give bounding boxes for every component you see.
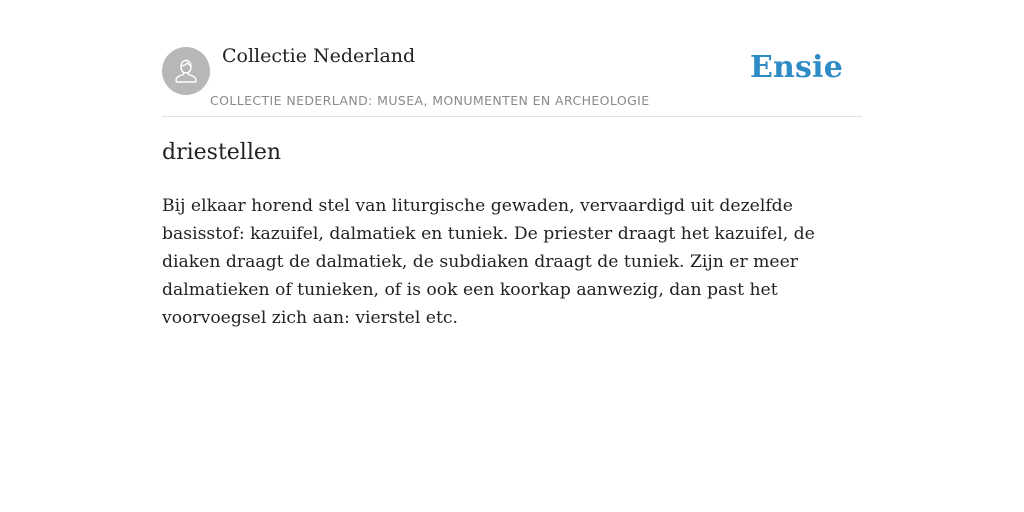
ensie-logo[interactable]: Ensie bbox=[749, 50, 843, 85]
entry-term: driestellen bbox=[162, 140, 282, 165]
user-silhouette-icon bbox=[171, 56, 201, 86]
avatar[interactable] bbox=[162, 47, 210, 95]
source-subtitle[interactable]: COLLECTIE NEDERLAND: MUSEA, MONUMENTEN EN ARCHEOLOGIE bbox=[210, 93, 650, 108]
entry-card bbox=[162, 0, 862, 328]
entry-definition: Bij elkaar horend stel van liturgische gewaden, vervaardigd uit dezelfde basisstof: kazuifel, dalmatiek en tuniek. De priester draagt het kazuifel, de diaken draagt de dalmatiek, de subdiaken draagt de tuniek. Zijn er meer dalmatieken of tunieken, of is ook een koorkap aanwezig, dan past het voorvoegsel zich aan: vierstel etc. bbox=[162, 196, 815, 328]
card-header bbox=[162, 0, 862, 117]
author-name[interactable]: Collectie Nederland bbox=[222, 45, 416, 67]
